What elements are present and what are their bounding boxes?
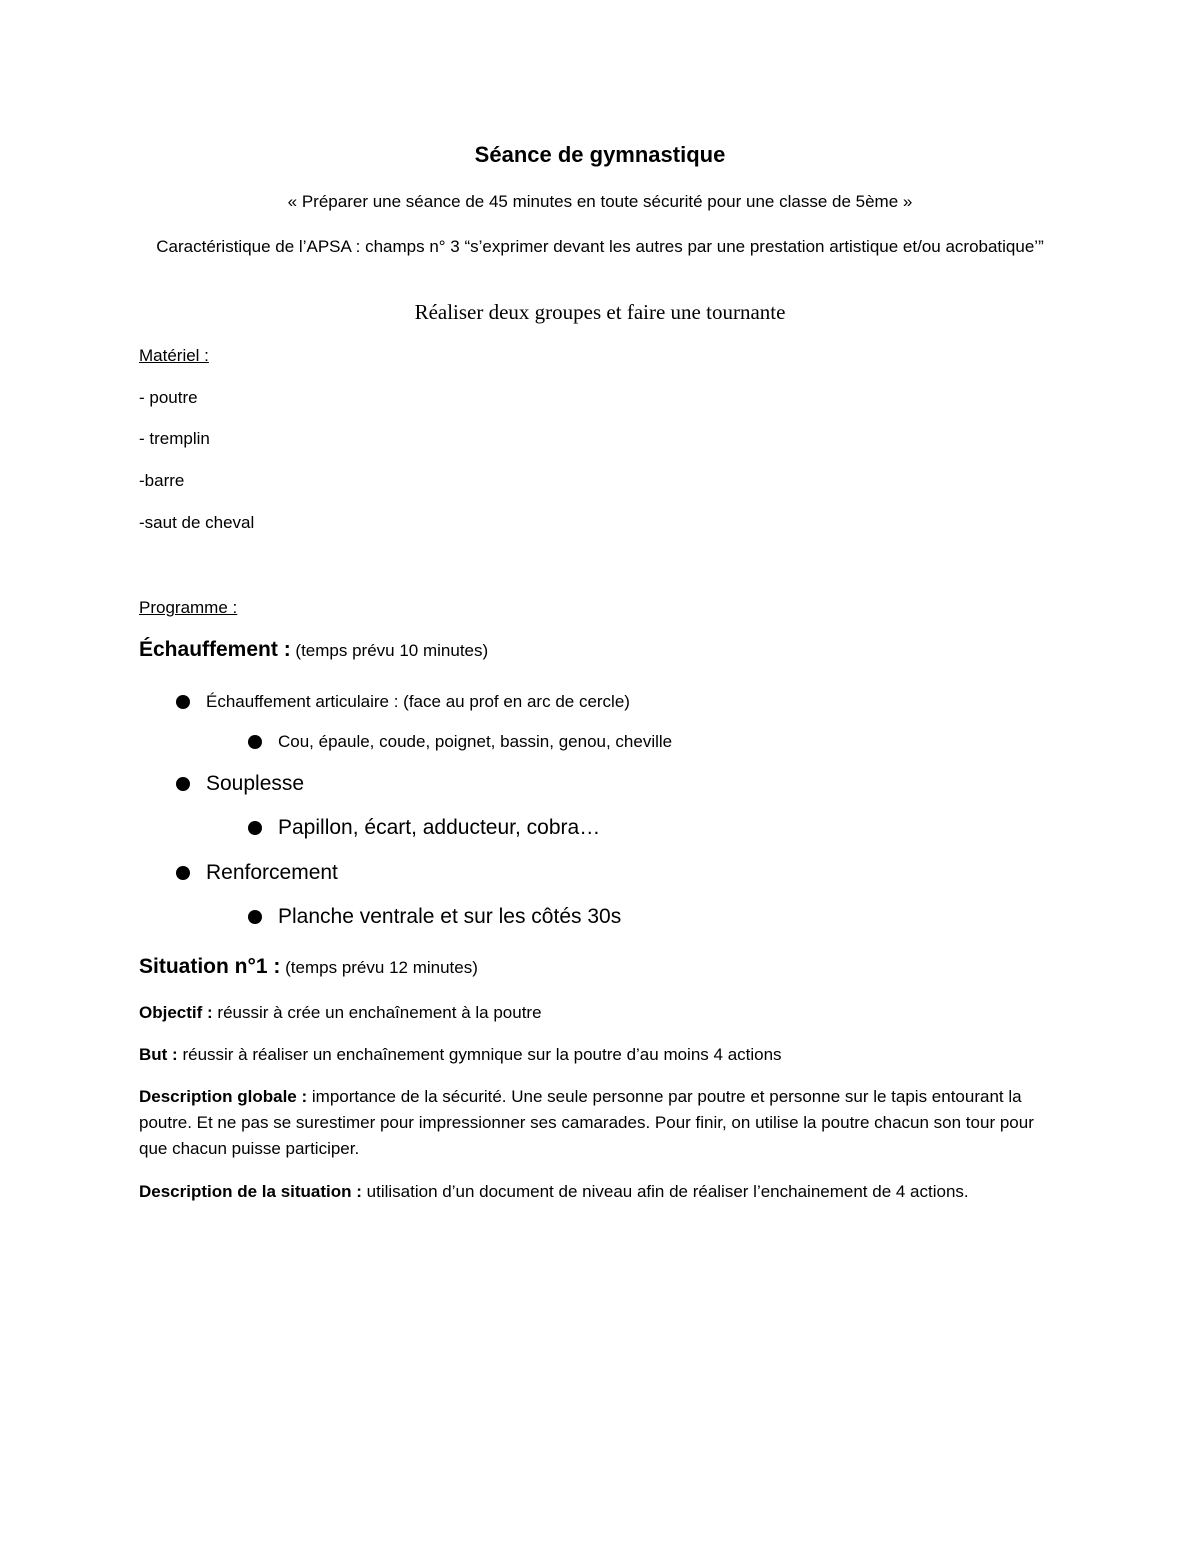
objectif-paragraph [139,1000,1059,1026]
materiel-heading: Matériel : [139,346,209,365]
list-item-label: Échauffement articulaire : (face au prof en arc de cercle) [206,692,630,711]
description-situation-text: utilisation d’un document de niveau afin de réaliser l’enchainement de 4 actions. [366,1182,969,1201]
list-item-label: Cou, épaule, coude, poignet, bassin, genou, cheville [278,732,673,751]
description-situation-label: Description de la situation : [139,1182,362,1201]
but-label: But : [139,1045,178,1064]
list-item-label: Papillon, écart, adducteur, cobra… [278,816,601,839]
bullet-icon [176,777,190,791]
list-item [176,861,338,885]
description-globale-label: Description globale : [139,1087,308,1106]
programme-heading: Programme : [139,598,238,617]
list-item [248,732,672,752]
but-text: réussir à réaliser un enchaînement gymnique sur la poutre d’au moins 4 actions [182,1045,782,1064]
situation-heading-line [139,955,478,979]
list-item-label: Renforcement [206,861,338,884]
materiel-item: -barre [139,471,185,490]
bullet-icon [176,866,190,880]
list-item-label: Planche ventrale et sur les côtés 30s [278,905,622,928]
list-item [248,905,621,929]
description-situation-paragraph [139,1179,1059,1205]
list-item [248,816,600,840]
materiel-item: -saut de cheval [139,513,255,532]
echauffement-heading-line [139,638,488,662]
list-item-label: Souplesse [206,772,305,795]
situation-time: (temps prévu 12 minutes) [285,958,478,977]
echauffement-heading: Échauffement : [139,638,291,661]
organisation-line: Réaliser deux groupes et faire une tournante [414,300,786,324]
but-paragraph [139,1042,1059,1068]
document-title: Séance de gymnastique [474,142,726,167]
objectif-text: réussir à crée un enchaînement à la poutre [217,1003,542,1022]
echauffement-time: (temps prévu 10 minutes) [295,641,489,660]
bullet-icon [248,821,262,835]
materiel-item: - tremplin [139,429,210,448]
document-subtitle: « Préparer une séance de 45 minutes en toute sécurité pour une classe de 5ème » [287,192,913,211]
bullet-icon [176,695,190,709]
description-globale-paragraph [139,1084,1059,1162]
bullet-icon [248,735,262,749]
list-item [176,692,630,712]
situation-heading: Situation n°1 : [139,955,281,978]
materiel-item: - poutre [139,388,198,407]
bullet-icon [248,910,262,924]
objectif-label: Objectif : [139,1003,213,1022]
description-globale-text: importance de la sécurité. Une seule personne par poutre et personne sur le tapis entourant la poutre. Et ne pas se surestimer pour impressionner ses camarades. Pour finir, on utilise la poutre chacun son tour pour que chacun puisse participer. [139,1087,1034,1158]
apsa-characteristic: Caractéristique de l’APSA : champs n° 3 “s’exprimer devant les autres par une prestation artistique et/ou acrobatique’” [156,237,1044,256]
list-item [176,772,304,796]
